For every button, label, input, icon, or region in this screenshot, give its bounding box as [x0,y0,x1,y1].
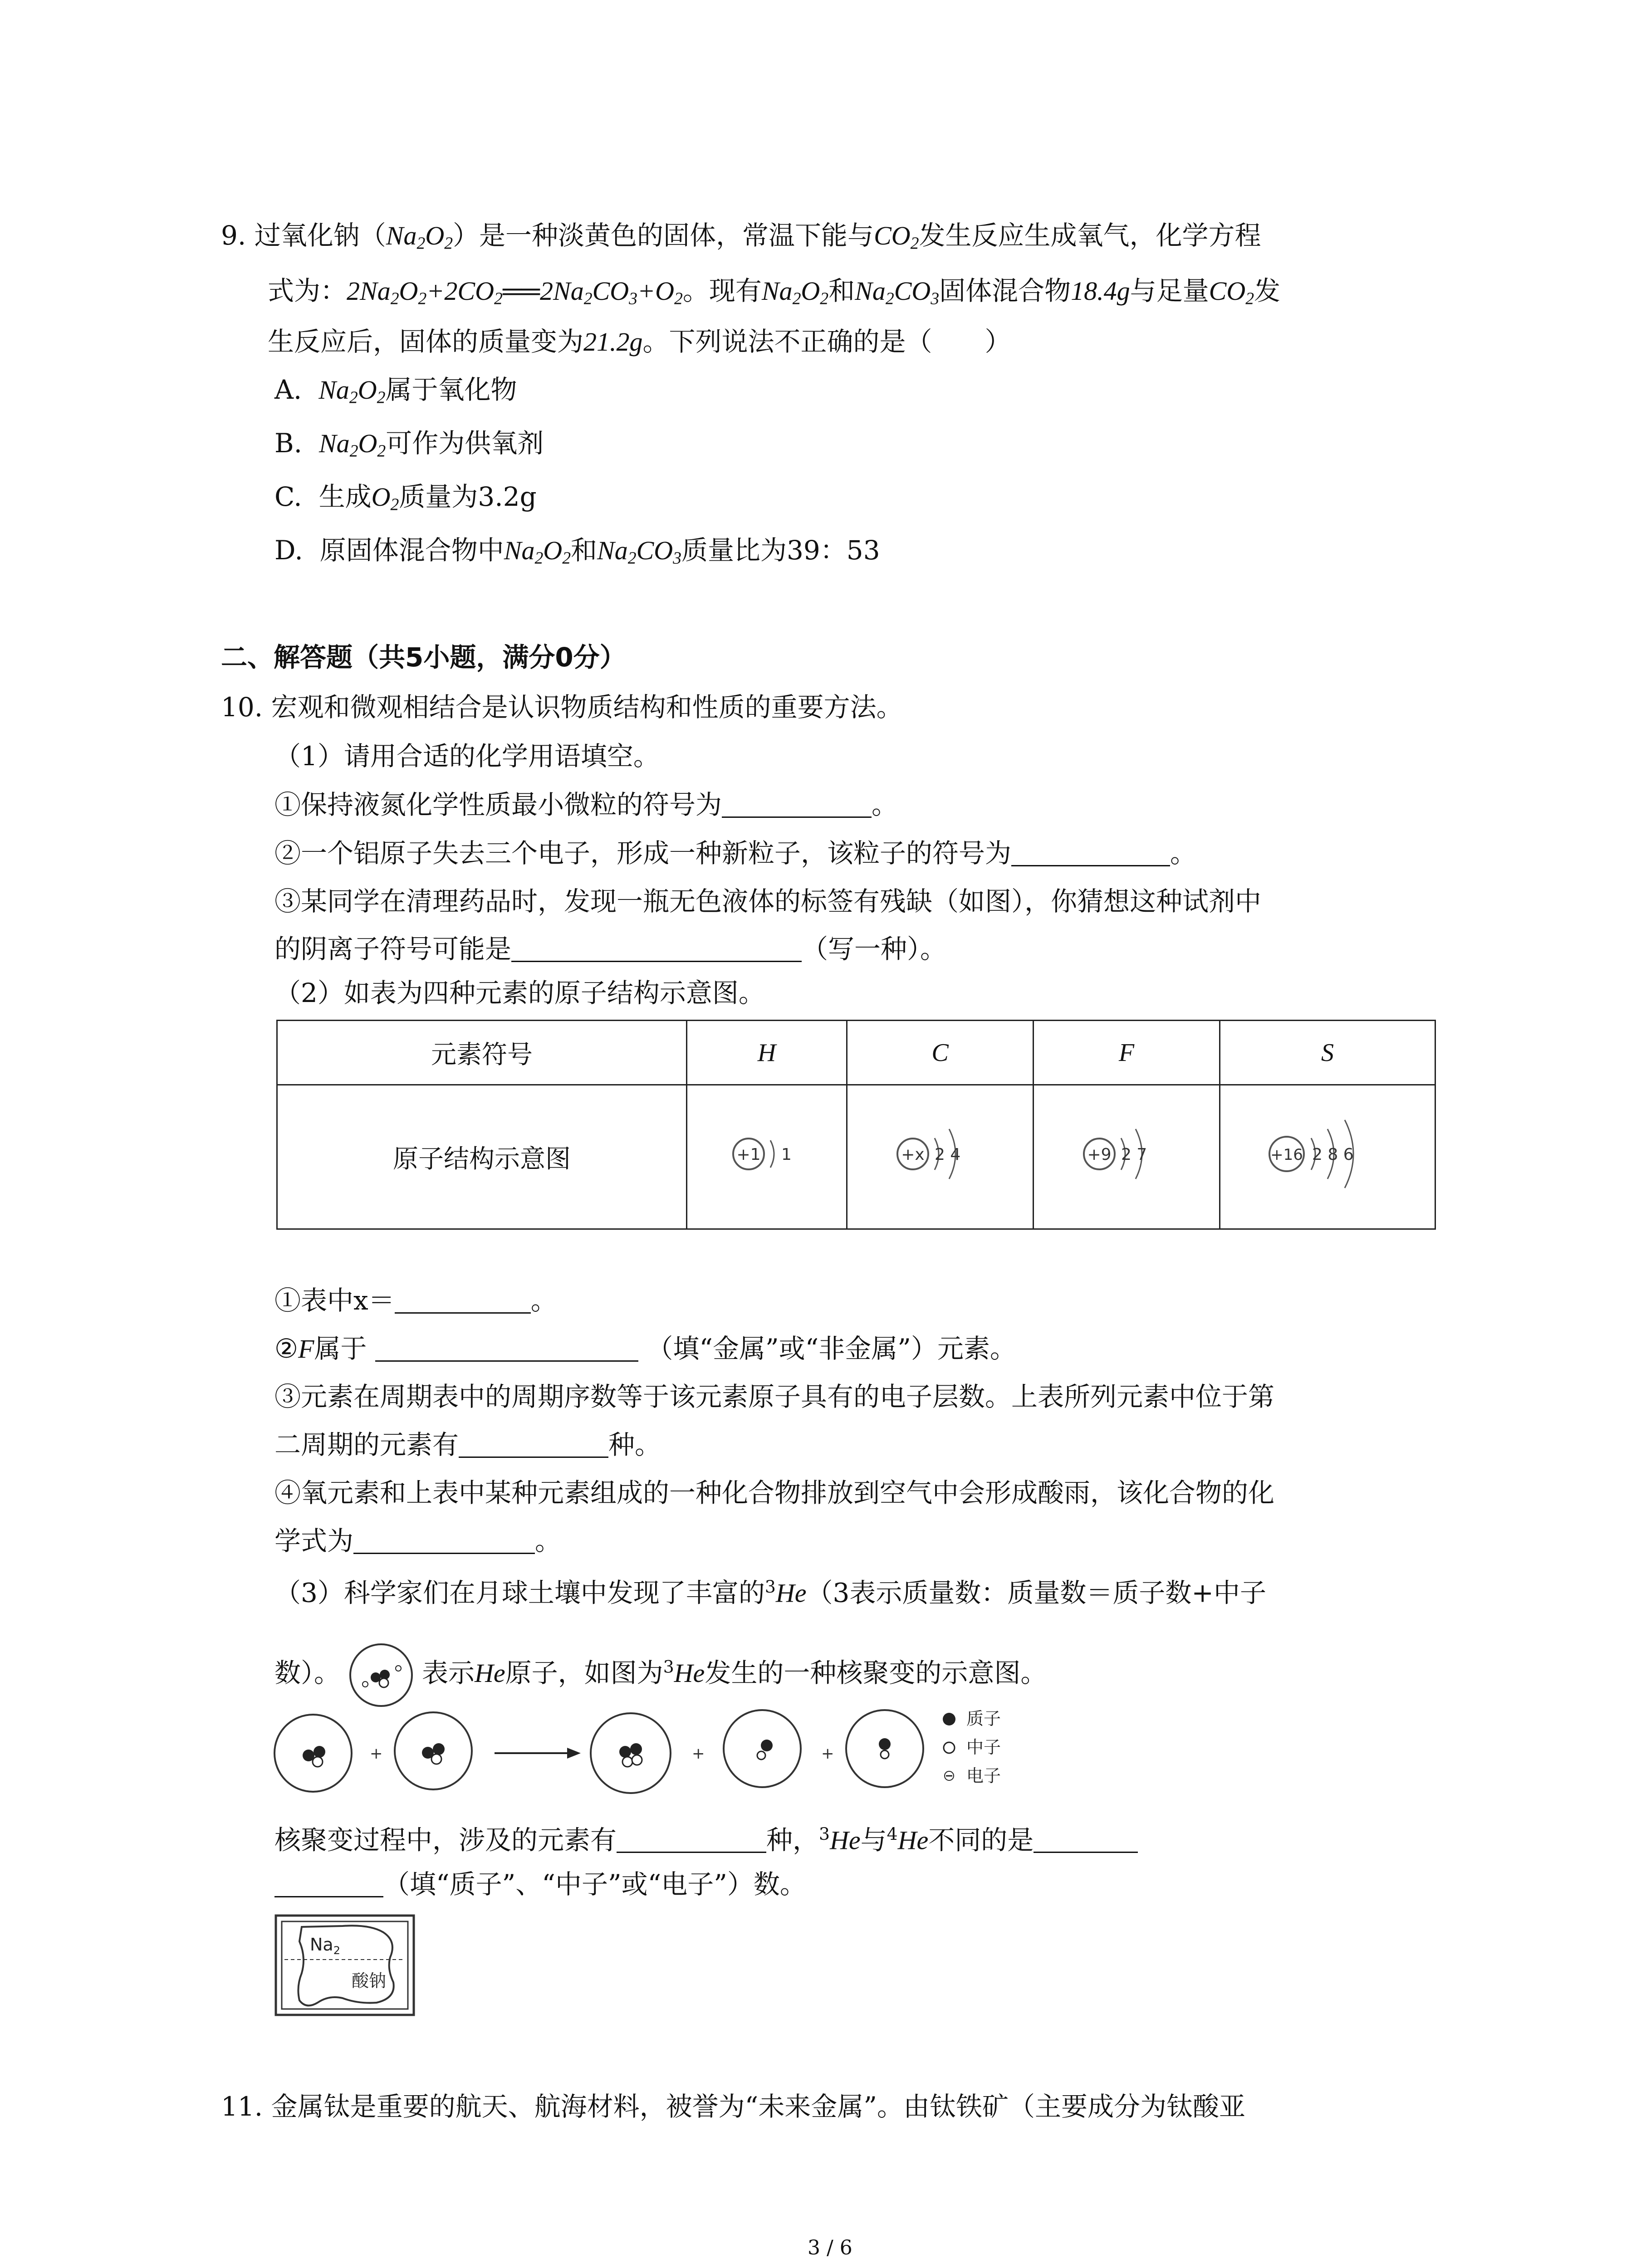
option-text: 质量比为39：53 [681,535,880,566]
atom-diagram [881,1113,999,1195]
nucleus-charge: +16 [1270,1145,1303,1164]
item-text: 。 [530,1285,557,1316]
answer-blank[interactable] [353,1529,535,1554]
q10-part3-line4 [274,1869,806,1900]
label-text-bottom: 酸钠 [352,1971,387,1991]
he3-atom-icon [395,1712,472,1789]
option-text: 质量为3.2g [399,481,537,512]
answer-blank[interactable] [511,937,802,962]
answer-blank[interactable] [459,1433,608,1458]
proton-atom-icon [846,1710,923,1787]
he4-atom-icon [591,1713,671,1793]
item-text: 种。 [608,1429,661,1460]
element-symbol: F [298,1334,314,1364]
option-text: 可作为供氧剂 [386,428,544,459]
q9-text: 生反应后，固体的质量变为 [268,326,584,357]
label-text-top: $Na_2$ [310,1935,340,1957]
q10-part2-item4: ④氧元素和上表中某种元素组成的一种化合物排放到空气中会形成酸雨，该化合物的化 [274,1477,1275,1508]
legend-label: 电子 [966,1766,1001,1786]
q9-text: 与足量 [1130,275,1209,306]
item-text: 二周期的元素有 [274,1429,459,1460]
q9-line-1 [221,222,1261,252]
table-header-cell: 元素符号 [277,1021,687,1085]
atom-diagram-h [687,1085,847,1229]
q10-part2-item3: ③元素在周期表中的周期序数等于该元素原子具有的电子层数。上表所列元素中位于第 [274,1381,1275,1412]
q10-part1-item3: ③某同学在清理药品时，发现一瓶无色液体的标签有残缺（如图），你猜想这种试剂中 [274,886,1262,917]
q9-text: 。现有 [682,275,762,306]
option-text: 和 [571,535,598,566]
option-label: D. [274,535,303,566]
atom-diagram [721,1120,812,1188]
item-text: ②一个铝原子失去三个电子，形成一种新粒子，该粒子的符号为 [274,838,1012,869]
item-text: 。 [1170,838,1197,869]
item-text: 学式为 [274,1525,354,1556]
answer-blank[interactable] [274,1872,383,1897]
q9-text: 9. 过氧化钠（ [221,220,386,251]
item-text: ①表中x＝ [274,1285,395,1316]
legend-label: 质子 [966,1709,1001,1729]
q11-intro: 11. 金属钛是重要的航天、航海材料，被誉为“未来金属”。由钛铁矿（主要成分为钛酸亚 [221,2091,1245,2122]
item-text: （写一种）。 [802,934,947,964]
q9-option-a [274,376,517,406]
q9-option-b [274,430,544,460]
item-text: 原子，如图为 [505,1657,663,1689]
nucleus-charge: +x [901,1145,925,1164]
item-text: 。 [872,789,898,820]
formula-na2o2: $Na_2O_2$ [318,429,386,461]
q9-text: 发生反应生成氧气，化学方程 [919,220,1261,251]
q10-part1-item2 [274,838,1197,869]
q9-text: 。下列说法不正确的是（ ） [642,326,1011,357]
answer-blank[interactable] [375,1337,638,1362]
q10-part1: （1）请用合适的化学用语填空。 [274,741,660,772]
proton-atom-icon [724,1710,801,1787]
formula-co2: $CO_2$ [874,221,919,253]
electron-config: 2 4 [935,1145,961,1164]
page-number: 3 / 6 [808,2236,852,2259]
q10-part1-item3b [274,936,946,962]
option-text: 原固体混合物中 [319,535,504,566]
item-text: （填“质子”、“中子”或“电子”）数。 [383,1869,806,1900]
fusion-legend [943,1709,1001,1786]
element-symbol: He [475,1658,505,1688]
q9-text: 式为： [268,275,347,306]
equation: $2Na_2O_2+2CO_2══2Na_2CO_3+O_2$ [347,276,683,308]
atom-diagram-f [1034,1085,1220,1229]
mass-number: 4 [887,1824,898,1844]
answer-blank[interactable] [1034,1828,1138,1853]
q10-part2-item4b [274,1525,562,1556]
element-symbol: He [674,1658,705,1688]
q10-intro: 10. 宏观和微观相结合是认识物质结构和性质的重要方法。 [221,692,903,723]
item-text: 属于 [314,1333,367,1364]
q10-part2-item3b [274,1429,661,1460]
formula-na2o2: $Na_2O_2$ [761,276,829,308]
atom-diagram [1068,1113,1185,1195]
answer-blank[interactable] [1011,841,1170,866]
q10-part2: （2）如表为四种元素的原子结构示意图。 [274,978,765,1008]
table-header-cell: C [847,1021,1034,1085]
q9-text: 固体混合物 [939,275,1071,306]
mass-number: 3 [764,1577,776,1597]
fusion-diagram [272,1696,1180,1823]
plus-sign: + [821,1745,834,1763]
formula-na2o2: $Na_2O_2$ [386,221,453,253]
mass-number: 3 [663,1657,674,1677]
q9-text: 和 [828,275,855,306]
item-text: ② [274,1333,298,1364]
nucleus-charge: +1 [736,1145,761,1164]
legend-label: 中子 [966,1737,1001,1757]
atom-structure-table [276,1020,1436,1230]
formula-co2: $CO_2$ [1209,276,1254,308]
item-text: （填“金属”或“非金属”）元素。 [647,1333,1016,1364]
formula-na2o2: $Na_2O_2$ [318,375,386,407]
atom-diagram [1255,1109,1400,1199]
item-text: （3表示质量数：质量数＝质子数+中子 [806,1577,1267,1608]
item-text: 数）。 [274,1657,341,1689]
atom-diagram-c [847,1085,1034,1229]
q10-part2-item1 [274,1287,557,1314]
section-title: 二、解答题（共5小题，满分0分） [221,642,626,673]
q9-option-d [274,537,880,567]
q9-line-2 [268,275,1281,308]
item-text: ①保持液氮化学性质最小微粒的符号为 [274,789,722,820]
item-text: 。 [535,1525,562,1556]
table-header-cell: S [1220,1021,1435,1085]
answer-blank[interactable] [722,793,872,818]
q10-part1-item1 [274,789,898,820]
option-label: A. [274,374,302,405]
item-text: 种， [766,1824,819,1856]
option-label: C. [274,481,302,512]
table-header-cell: F [1034,1021,1220,1085]
q9-line-3 [268,328,1011,355]
option-label: B. [274,428,303,459]
electron-config: 1 [781,1145,792,1164]
element-symbol: He [897,1825,929,1855]
formula-na2co3: $Na_2CO_3$ [597,536,681,568]
formula-o2: $O_2$ [371,482,399,514]
answer-blank[interactable] [395,1289,531,1314]
torn-reagent-label [274,1914,415,2016]
item-text: 表示 [422,1657,475,1689]
q10-part3-line3 [274,1826,1138,1854]
q10-part3-line1 [274,1579,1266,1607]
element-symbol: He [830,1825,861,1855]
item-text: 与 [860,1824,887,1856]
item-text: 不同的是 [928,1824,1034,1856]
mass-value: 18.4g [1071,276,1130,306]
option-text: 属于氧化物 [385,374,517,405]
arrow-icon [495,1748,581,1759]
formula-na2co3: $Na_2CO_3$ [855,276,940,308]
plus-sign: + [692,1745,705,1763]
item-text: （3）科学家们在月球土壤中发现了丰富的 [274,1577,765,1608]
he3-atom-icon [274,1715,352,1792]
answer-blank[interactable] [617,1828,766,1853]
electron-config: 2 8 6 [1312,1145,1354,1164]
item-text: 核聚变过程中，涉及的元素有 [274,1824,617,1856]
q9-text: 发 [1254,275,1281,306]
atom-diagram-s [1220,1085,1435,1229]
q10-part2-item2 [274,1335,1016,1362]
nucleus-charge: +9 [1087,1145,1112,1164]
item-text: 发生的一种核聚变的示意图。 [705,1657,1047,1689]
option-text: 生成 [318,481,372,512]
plus-sign: + [370,1745,383,1763]
table-header-cell: H [687,1021,847,1085]
mass-value: 21.2g [583,327,643,357]
element-symbol: He [775,1578,807,1608]
table-row-label: 原子结构示意图 [277,1085,687,1229]
q9-option-c [274,481,537,514]
electron-config: 2 7 [1121,1145,1147,1164]
q9-text: ）是一种淡黄色的固体，常温下能与 [453,220,874,251]
formula-na2o2: $Na_2O_2$ [504,536,571,568]
mass-number: 3 [819,1824,830,1844]
item-text: 的阴离子符号可能是 [274,934,512,964]
